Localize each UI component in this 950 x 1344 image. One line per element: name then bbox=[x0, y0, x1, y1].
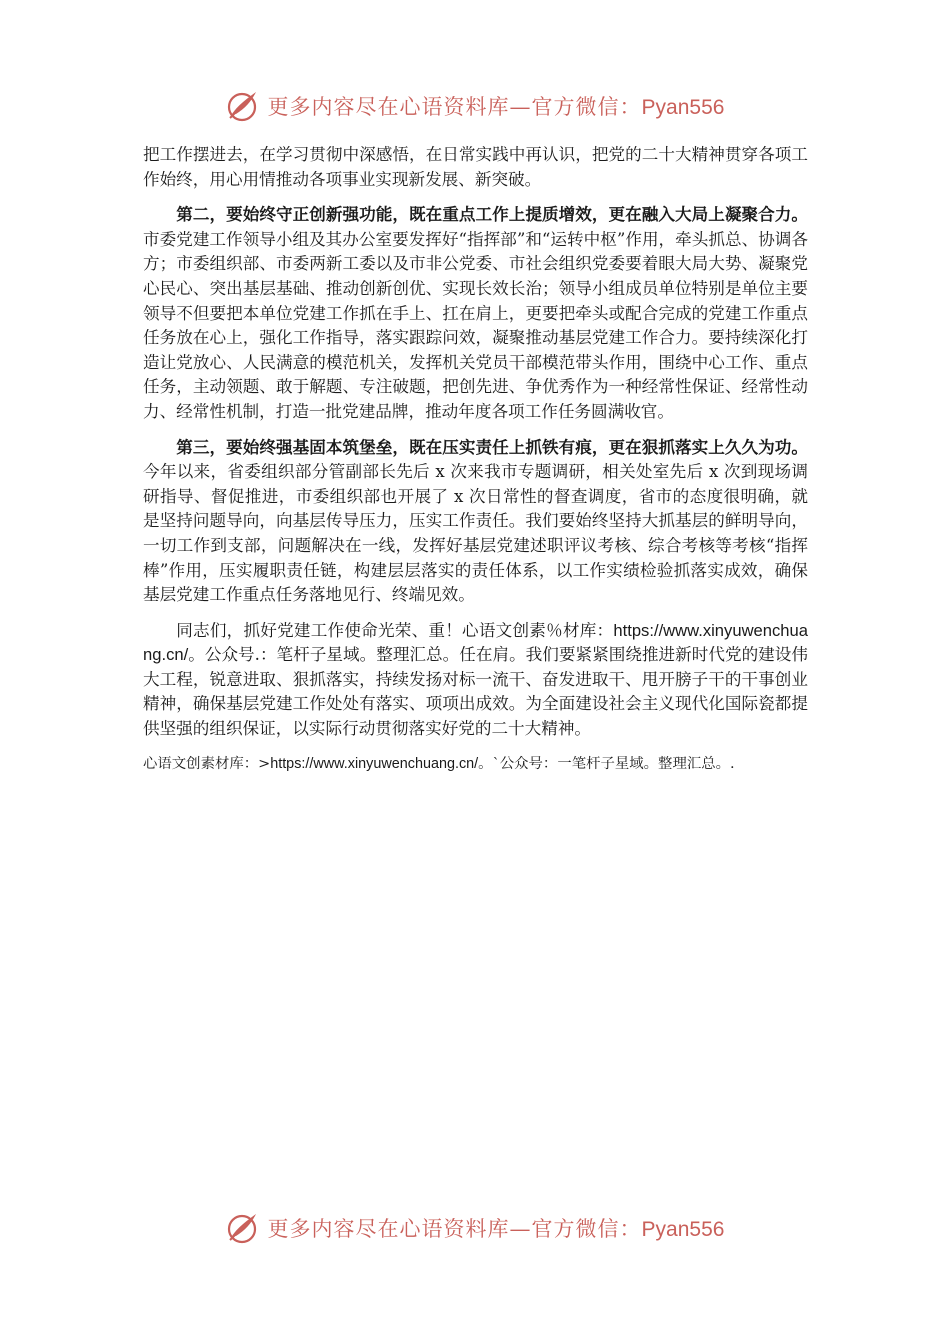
quill-pen-logo-icon bbox=[226, 88, 262, 124]
paragraph-continuation bbox=[143, 143, 808, 192]
paragraph-text: 今年以来，省委组织部分管副部长先后 x 次来我市专题调研，相关处室先后 x 次到现场调研指导、督促推进，市委组织部也开展了 x 次日常性的督查调度，省市的态度很明确，就是坚持问题导向，向基层传导压力，压实工作责任。我们要始终坚持大抓基层的鲜明导向，一切工作到支部，问题解决在一线，发挥好基层党建述职评议考核、综合考核等考核“指挥棒”作用，压实履职责任链，构建层层落实的责任体系，以工作实绩检验抓落实成效，确保基层党建工作重点任务落地见行、终端见效。 bbox=[143, 462, 808, 605]
source-note bbox=[143, 753, 808, 775]
source-note-url: https://www.xinyuwenchuang.cn/ bbox=[270, 755, 479, 772]
paragraph-url: https://www.xinyuwenchuang.cn/ bbox=[143, 620, 808, 665]
banner-text bbox=[268, 91, 725, 121]
paragraph-closing bbox=[143, 619, 808, 742]
paragraph-third-point bbox=[143, 436, 808, 608]
footer-banner bbox=[0, 1206, 950, 1250]
paragraph-lead-heading: 第二，要始终守正创新强功能，既在重点工作上提质增效，更在融入大局上凝聚合力。 bbox=[176, 205, 808, 225]
paragraph-second-point bbox=[143, 203, 808, 424]
header-banner bbox=[0, 84, 950, 128]
wechat-id: Pyan556 bbox=[641, 96, 725, 119]
banner-label: 更多内容尽在心语资料库—官方微信： bbox=[267, 95, 642, 119]
paragraph-text: 同志们，抓好党建工作使命光荣、重！心语文创素％材库： bbox=[176, 620, 614, 640]
paragraph-text: 市委党建工作领导小组及其办公室要发挥好“指挥部”和“运转中枢”作用，牵头抓总、协调各方；市委组织部、市委两新工委以及市非公党委、市社会组织党委要着眼大局大势、凝聚党心民心、突出基层基础、推动创新创优、实现长效长治；领导小组成员单位特别是单位主要领导不但要把本单位党建工作抓在手上、扛在肩上，更要把牵头或配合完成的党建工作重点任务放在心上，强化工作指导，落实跟踪问效，凝聚推动基层党建工作合力。要持续深化打造让党放心、人民满意的模范机关，发挥机关党员干部模范带头作用，围绕中心工作、重点任务，主动领题、敢于解题、专注破题，把创先进、争优秀作为一种经常性保证、经常性动力、经常性机制，打造一批党建品牌，推动年度各项工作任务圆满收官。 bbox=[143, 229, 808, 421]
source-note-suffix: 。`公众号：一笔杆子星域。整理汇总。. bbox=[478, 755, 735, 772]
source-note-prefix: 心语文创素材库：> bbox=[143, 755, 271, 772]
quill-pen-logo-icon bbox=[226, 1210, 262, 1246]
banner-text bbox=[268, 1213, 725, 1243]
document-body bbox=[143, 143, 808, 775]
paragraph-text: 。公众号.：笔杆子星域。整理汇总。任在肩。我们要紧紧围绕推进新时代党的建设伟大工程，锐意进取、狠抓落实，持续发扬对标一流干、奋发进取干、甩开膀子干的干事创业精神，确保基层党建工作处处有落实、项项出成效。为全面建设社会主义现代化国际瓷都提供坚强的组织保证，以实际行动贯彻落实好党的二十大精神。 bbox=[143, 645, 808, 739]
paragraph-lead-heading: 第三，要始终强基固本筑堡垒，既在压实责任上抓铁有痕，更在狠抓落实上久久为功。 bbox=[176, 437, 808, 457]
wechat-id: Pyan556 bbox=[641, 1218, 725, 1241]
banner-label: 更多内容尽在心语资料库—官方微信： bbox=[267, 1217, 642, 1241]
paragraph-text: 把工作摆进去，在学习贯彻中深感悟，在日常实践中再认识，把党的二十大精神贯穿各项工作始终，用心用情推动各项事业实现新发展、新突破。 bbox=[143, 145, 808, 189]
